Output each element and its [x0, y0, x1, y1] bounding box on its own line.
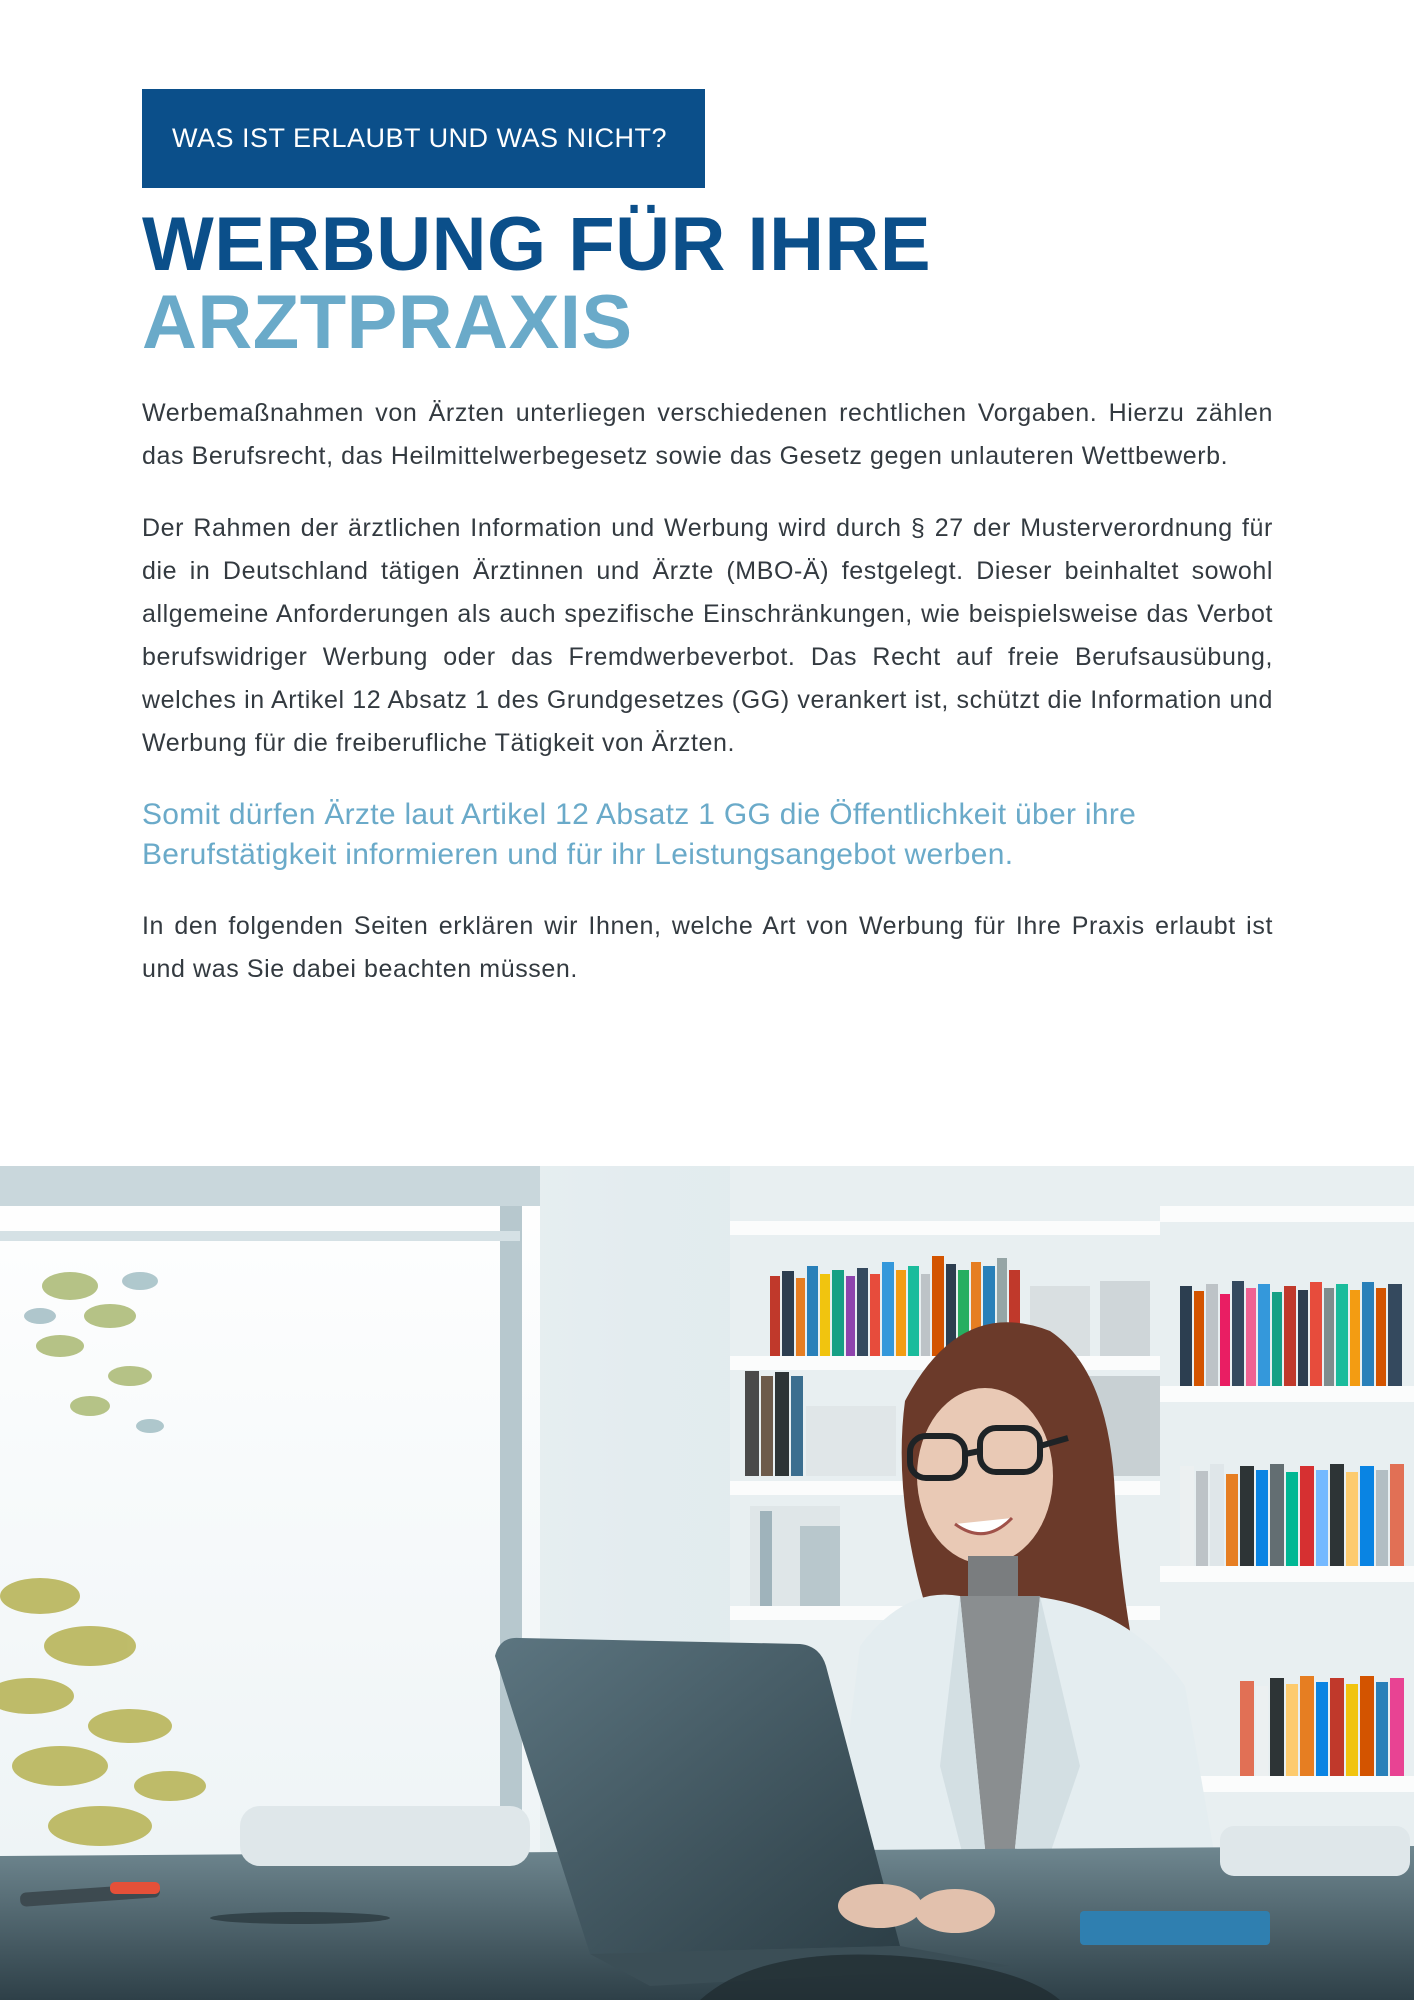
doctor-laptop-photo: [0, 1166, 1414, 2000]
title-line-2: ARZTPRAXIS: [142, 280, 633, 365]
title-line-1: WERBUNG FÜR IHRE: [142, 202, 932, 287]
intro-paragraph: Werbemaßnahmen von Ärzten unterliegen verschiedenen rechtlichen Vorgaben. Hierzu zählen das Berufsrecht, das Heilmittelwerbegesetz sowie das Gesetz gegen unlauteren Wettbewerb.: [142, 399, 1273, 470]
outro-paragraph: In den folgenden Seiten erklären wir Ihnen, welche Art von Werbung für Ihre Praxis erlaubt ist und was Sie dabei beachten müssen.: [142, 912, 1273, 983]
highlight-quote: Somit dürfen Ärzte laut Artikel 12 Absatz 1 GG die Öffentlichkeit über ihre Berufstätigkeit informieren und für ihr Leistungsangebot werben.: [142, 798, 1137, 871]
page-content: [142, 89, 1273, 991]
legal-paragraph: Der Rahmen der ärztlichen Information und Werbung wird durch § 27 der Musterverordnung für die in Deutschland tätigen Ärztinnen und Ärzte (MBO-Ä) festgelegt. Dieser beinhaltet sowohl allgemeine Anforderungen als auch spezifische Einschränkungen, wie beispielsweise das Verbot berufswidriger Werbung oder das Fremdwerbeverbot. Das Recht auf freie Berufsausübung, welches in Artikel 12 Absatz 1 des Grundgesetzes (GG) verankert ist, schützt die Information und Werbung für die freiberufliche Tätigkeit von Ärzten.: [142, 514, 1273, 757]
section-badge: WAS IST ERLAUBT UND WAS NICHT?: [142, 89, 705, 188]
page-title: [142, 202, 1273, 365]
